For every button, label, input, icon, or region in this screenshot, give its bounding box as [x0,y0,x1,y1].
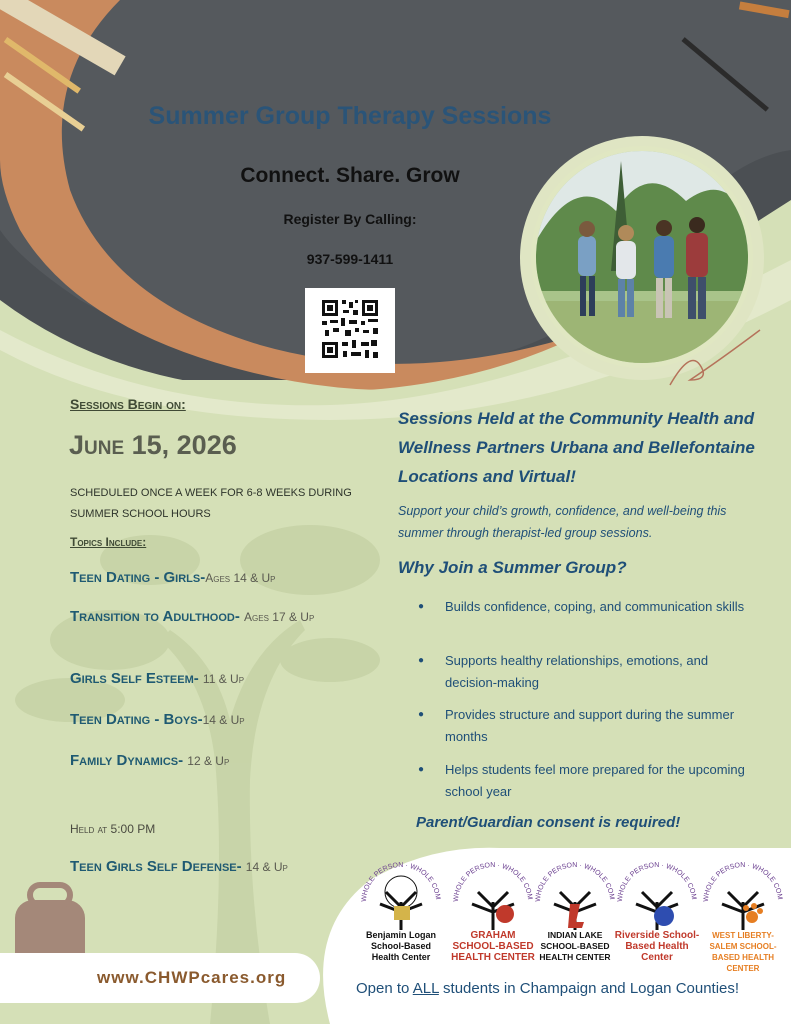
register-label: Register By Calling: [283,211,417,227]
self-defense-item [70,855,370,879]
logo-arc-text: WHOLE PERSON · WHOLE COM [452,862,533,903]
bullet-icon: ● [418,764,425,775]
bullet-icon: ● [418,709,425,720]
benefit-item [418,704,748,748]
topic-age: 14 & Up [245,860,288,874]
sessions-begin-label: Sessions Begin on: [70,396,186,412]
topic-name: Family Dynamics- [70,752,184,769]
phone-number[interactable]: 937-599-1411 [306,251,394,267]
riverside-logo [614,862,700,972]
west-liberty-salem-logo [700,862,786,972]
qr-code-icon[interactable] [305,288,395,373]
svg-text:WHOLE PERSON · WHOLE COMMUNITY [614,862,697,902]
topics-label: Topics Include: [70,535,147,549]
website-link[interactable]: www.CHWPcares.org [97,968,287,987]
logo-arc-text: WHOLE PERSON · WHOLE COM [616,862,697,903]
locations-statement: Sessions Held at the Community Health and Wellness Partners Urbana and Bellefontaine Locations and Virtual! [398,409,755,486]
logo-label: GRAHAM SCHOOL-BASED HEALTH CENTER [451,930,535,963]
svg-text:WHOLE PERSON · WHOLE COMMUNITY [532,862,615,902]
open-emphasis: ALL [412,980,439,997]
tagline: Connect. Share. Grow [240,164,460,187]
logo-arc-text: WHOLE PERSON · WHOLE COM [702,862,783,903]
bullet-icon: ● [418,601,425,612]
topic-age: Ages 17 & Up [244,610,315,624]
indian-lake-logo [532,862,618,972]
students-walking-photo [531,146,753,368]
logo-arc-text: WHOLE PERSON · WHOLE COM [534,862,615,903]
benefit-text: Builds confidence, coping, and communication skills [445,599,745,614]
svg-text:WHOLE PERSON · WHOLE COMMUNITY [358,862,441,902]
benefit-item [418,650,748,694]
open-suffix: students in Champaign and Logan Counties! [438,980,740,997]
logo-label: Riverside School-Based Health Center [614,930,700,963]
open-to-all-text [356,980,739,997]
benefit-text: Supports healthy relationships, emotions, and decision-making [445,653,709,690]
schedule-text: SCHEDULED ONCE A WEEK FOR 6-8 WEEKS DURING SUMMER SCHOOL HOURS [70,487,352,520]
topic-item [70,605,370,629]
graham-logo [450,862,536,972]
topic-age: 14 & Up [202,713,245,727]
logo-label: WEST LIBERTY-SALEM SCHOOL-BASED HEALTH CENTER [709,931,777,973]
consent-notice: Parent/Guardian consent is required! [416,814,681,831]
topic-item [70,749,370,773]
topic-name: Transition to Adulthood- [70,608,240,625]
logo-arc-text: WHOLE PERSON · WHOLE COM [360,862,441,903]
bullet-icon: ● [418,655,425,666]
topic-item [70,667,370,691]
benefit-text: Helps students feel more prepared for the upcoming school year [445,762,745,799]
topic-name: Girls Self Esteem- [70,670,199,687]
topic-age: 12 & Up [187,754,230,768]
start-date: June 15, 2026 [69,430,237,460]
topic-name: Teen Girls Self Defense- [70,858,242,875]
logo-label: Benjamin Logan School-Based Health Center [365,930,436,962]
held-at-time: Held at 5:00 PM [70,822,156,836]
benefit-item [418,759,748,803]
open-prefix: Open to [356,980,413,997]
svg-text:WHOLE PERSON · WHOLE COMMUNITY [450,862,533,902]
why-join-heading: Why Join a Summer Group? [398,558,627,577]
flyer-title: Summer Group Therapy Sessions [148,102,552,130]
svg-text:WHOLE PERSON · WHOLE COMMUNITY [700,862,783,902]
topic-item [70,708,370,732]
topic-name: Teen Dating - Boys- [70,711,203,728]
benefit-text: Provides structure and support during the summer months [445,707,735,744]
benefit-item [418,596,748,640]
logo-label: INDIAN LAKE SCHOOL-BASED HEALTH CENTER [539,930,611,962]
topic-item [70,566,370,590]
topic-age: Ages 14 & Up [205,571,276,585]
support-text: Support your child’s growth, confidence, and well-being this summer through therapist-led group sessions. [398,504,727,540]
topic-age: 11 & Up [202,672,245,686]
topic-name: Teen Dating - Girls- [70,569,206,586]
benjamin-logan-logo [358,862,444,972]
